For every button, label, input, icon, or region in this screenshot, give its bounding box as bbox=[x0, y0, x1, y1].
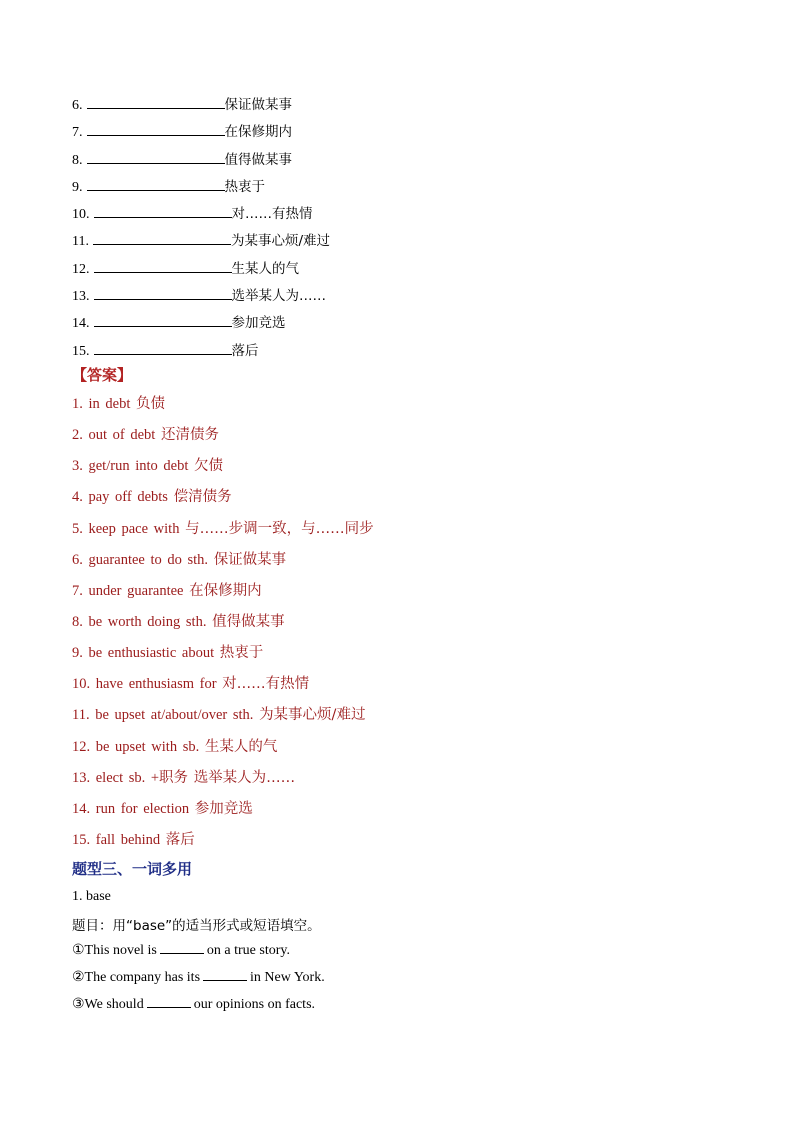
answer-chinese: 保证做某事 bbox=[213, 551, 287, 568]
item-number: 15. bbox=[72, 343, 90, 359]
item-number: 14. bbox=[72, 316, 90, 332]
exercise-item bbox=[72, 256, 752, 283]
answer-chinese: 为某事心烦/难过 bbox=[259, 707, 366, 724]
answer-chinese: 参加竞选 bbox=[194, 800, 253, 817]
item-prompt: 值得做某事 bbox=[224, 151, 292, 168]
item-prompt: 生某人的气 bbox=[231, 260, 299, 277]
item-prompt: 参加竞选 bbox=[231, 315, 286, 332]
answer-chinese: 还清债务 bbox=[160, 427, 219, 444]
exercise-item bbox=[72, 228, 752, 255]
answer-chinese: 热衷于 bbox=[219, 645, 264, 662]
answer-item bbox=[72, 607, 762, 638]
sentence-start: ①This novel is bbox=[72, 943, 157, 958]
answer-english: 14. run for election bbox=[72, 800, 190, 817]
answer-chinese: 选举某人为…… bbox=[193, 769, 296, 786]
answer-english: 2. out of debt bbox=[72, 427, 156, 444]
fill-sentence bbox=[72, 996, 315, 1013]
answer-blank[interactable] bbox=[94, 260, 232, 273]
answer-english: 3. get/run into debt bbox=[72, 458, 189, 475]
item-prompt: 保证做某事 bbox=[224, 97, 292, 113]
answer-english: 10. have enthusiasm for bbox=[72, 676, 217, 693]
answer-item bbox=[72, 576, 762, 607]
answer-english: 13. elect sb. +职务 bbox=[72, 769, 189, 786]
answer-english: 1. in debt bbox=[72, 396, 131, 412]
answer-chinese: 负债 bbox=[136, 396, 165, 412]
answer-item bbox=[72, 545, 762, 576]
item-number: 11. bbox=[72, 234, 89, 250]
answer-blank[interactable] bbox=[94, 342, 232, 355]
sentence-end: our opinions on facts. bbox=[193, 997, 316, 1012]
answer-english: 15. fall behind bbox=[72, 831, 161, 848]
answer-list bbox=[72, 389, 762, 856]
answer-chinese: 对……有热情 bbox=[222, 676, 310, 693]
item-prompt: 选举某人为…… bbox=[231, 288, 326, 305]
answer-english: 5. keep pace with bbox=[72, 520, 180, 537]
section-title: 题型三、一词多用 bbox=[72, 860, 193, 878]
task-text: 题目：用“base”的适当形式或短语填空。 bbox=[72, 918, 321, 934]
answer-english: 6. guarantee to do sth. bbox=[72, 551, 209, 568]
answer-chinese: 与……步调一致，与……同步 bbox=[185, 520, 374, 537]
sentence-start: ②The company has its bbox=[72, 970, 201, 985]
answer-chinese: 欠债 bbox=[193, 458, 223, 475]
exercise-item bbox=[72, 119, 752, 146]
answer-item bbox=[72, 700, 762, 731]
item-number: 12. bbox=[72, 261, 90, 277]
sentence-end: in New York. bbox=[250, 970, 325, 985]
answer-item bbox=[72, 482, 762, 513]
answer-chinese: 在保修期内 bbox=[189, 582, 262, 599]
answer-blank[interactable] bbox=[94, 314, 232, 327]
answer-chinese: 值得做某事 bbox=[212, 613, 285, 630]
answer-english: 8. be worth doing sth. bbox=[72, 613, 207, 630]
answer-english: 7. under guarantee bbox=[72, 582, 184, 599]
answer-blank[interactable] bbox=[87, 178, 225, 191]
answer-blank[interactable] bbox=[87, 96, 225, 109]
answer-item bbox=[72, 669, 762, 700]
item-number: 7. bbox=[72, 125, 83, 141]
fill-sentence bbox=[72, 969, 325, 986]
answer-item bbox=[72, 732, 762, 763]
item-prompt: 在保修期内 bbox=[224, 124, 292, 141]
answer-english: 9. be enthusiastic about bbox=[72, 645, 215, 662]
answer-blank[interactable] bbox=[87, 123, 225, 136]
answer-item bbox=[72, 763, 762, 794]
answer-chinese: 生某人的气 bbox=[204, 738, 278, 755]
exercise-item bbox=[72, 92, 752, 119]
answer-blank[interactable] bbox=[94, 287, 232, 300]
answer-english: 12. be upset with sb. bbox=[72, 738, 200, 755]
fill-blank[interactable] bbox=[147, 996, 191, 1008]
answer-item bbox=[72, 825, 762, 856]
fill-blank[interactable] bbox=[203, 969, 247, 981]
exercise-item bbox=[72, 147, 752, 174]
sentence-start: ③We should bbox=[72, 997, 144, 1012]
answer-item bbox=[72, 451, 762, 482]
item-number: 9. bbox=[72, 179, 83, 195]
answers-heading: 【答案】 bbox=[72, 366, 133, 384]
exercise-list bbox=[72, 92, 752, 365]
answer-item bbox=[72, 389, 762, 420]
item-prompt: 对……有热情 bbox=[231, 206, 313, 223]
answer-blank[interactable] bbox=[87, 151, 225, 164]
exercise-item bbox=[72, 283, 752, 310]
answer-item bbox=[72, 514, 762, 545]
exercise-item bbox=[72, 338, 752, 365]
fill-blank[interactable] bbox=[160, 942, 204, 954]
answer-chinese: 偿清债务 bbox=[173, 489, 232, 506]
answer-chinese: 落后 bbox=[165, 831, 195, 848]
answer-blank[interactable] bbox=[94, 205, 232, 218]
sentence-end: on a true story. bbox=[206, 943, 290, 958]
item-number: 8. bbox=[72, 152, 83, 168]
item-prompt: 为某事心烦/难过 bbox=[230, 233, 331, 250]
answer-item bbox=[72, 420, 762, 451]
item-prompt: 落后 bbox=[231, 342, 259, 359]
task-instruction bbox=[72, 914, 321, 935]
answer-english: 4. pay off debts bbox=[72, 489, 168, 506]
fill-sentence bbox=[72, 942, 290, 959]
answer-item bbox=[72, 794, 762, 825]
answer-english: 11. be upset at/about/over sth. bbox=[72, 707, 254, 724]
item-prompt: 热衷于 bbox=[224, 178, 265, 195]
exercise-item bbox=[72, 201, 752, 228]
item-number: 6. bbox=[72, 98, 83, 113]
item-number: 10. bbox=[72, 207, 90, 223]
word-item: 1. base bbox=[72, 889, 111, 904]
item-number: 13. bbox=[72, 289, 90, 305]
answer-blank[interactable] bbox=[93, 232, 231, 245]
answer-item bbox=[72, 638, 762, 669]
exercise-item bbox=[72, 174, 752, 201]
exercise-item bbox=[72, 310, 752, 337]
